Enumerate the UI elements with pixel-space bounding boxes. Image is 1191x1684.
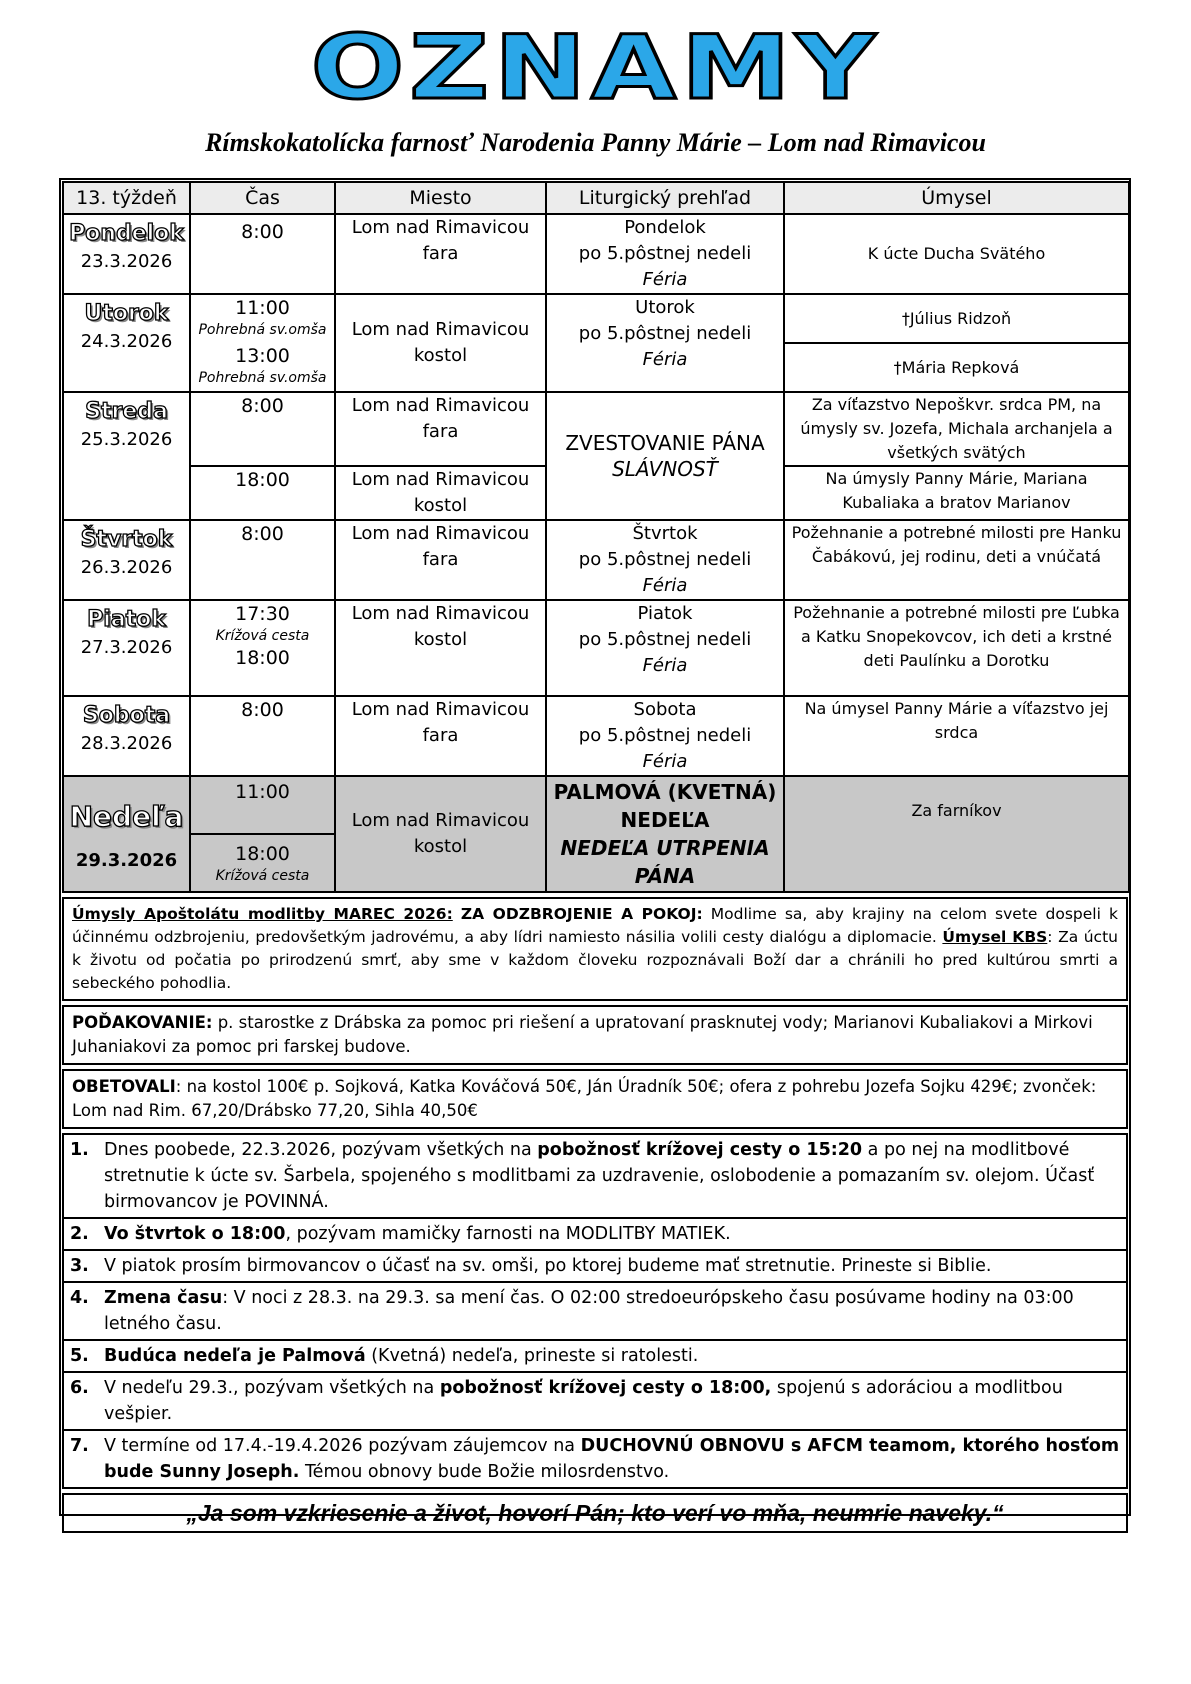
list-item bbox=[62, 1219, 1128, 1251]
place-line: fara bbox=[422, 421, 459, 442]
place-line: kostol bbox=[413, 495, 468, 516]
item-number: 2. bbox=[70, 1224, 89, 1244]
mass-time: 18:00 bbox=[235, 843, 290, 865]
mass-time: 18:00 bbox=[235, 469, 290, 491]
day-name: Nedeľa bbox=[69, 799, 184, 833]
mass-time: 13:00 bbox=[235, 345, 290, 367]
liturgy-line: PALMOVÁ (KVETNÁ) NEDEĽA bbox=[553, 780, 777, 832]
day-date: 25.3.2026 bbox=[80, 429, 173, 450]
intention: Na úmysel Panny Márie a víťazstvo jej srdca bbox=[804, 699, 1109, 742]
table-row bbox=[63, 520, 1129, 600]
item-bold: DUCHOVNÚ OBNOVU s AFCM teamom, ktorého hosťom bude Sunny Joseph. bbox=[104, 1436, 1120, 1482]
place-line: Lom nad Rimavicou bbox=[351, 469, 530, 490]
header-place: Miesto bbox=[335, 182, 546, 214]
item-number: 1. bbox=[70, 1140, 89, 1160]
item-number: 6. bbox=[70, 1378, 89, 1398]
day-cell bbox=[63, 294, 190, 392]
list-item bbox=[62, 1341, 1128, 1373]
item-text: a po nej na modlitbové stretnutie k úcte sv. Šarbela, spojeného s modlitbami za uzdravenie, oslobodenie a pomazaním sv. olejom. Účasť birmovancov je POVINNÁ. bbox=[104, 1140, 1095, 1212]
item-text: V nedeľu 29.3., pozývam všetkých na bbox=[104, 1378, 440, 1398]
place-line: kostol bbox=[413, 345, 468, 366]
liturgy-line: po 5.pôstnej nedeli bbox=[578, 243, 752, 264]
place-line: Lom nad Rimavicou bbox=[351, 810, 530, 831]
mass-time: 11:00 bbox=[235, 781, 290, 803]
schedule-table bbox=[62, 181, 1130, 893]
item-bold: Budúca nedeľa je Palmová bbox=[104, 1346, 366, 1366]
table-row bbox=[63, 776, 1129, 834]
day-date: 23.3.2026 bbox=[80, 251, 173, 272]
day-cell bbox=[63, 214, 190, 294]
item-text: (Kvetná) nedeľa, prineste si ratolesti. bbox=[365, 1346, 699, 1366]
header-week: 13. týždeň bbox=[63, 182, 190, 214]
apostolat-theme: ZA ODZBROJENIE A POKOJ: bbox=[460, 905, 703, 923]
item-text: V termíne od 17.4.-19.4.2026 pozývam záujemcov na bbox=[104, 1436, 581, 1456]
item-number: 4. bbox=[70, 1288, 89, 1308]
list-item bbox=[62, 1373, 1128, 1431]
intention: K úcte Ducha Svätého bbox=[867, 244, 1046, 263]
day-name: Piatok bbox=[87, 607, 166, 632]
place-line: kostol bbox=[413, 629, 468, 650]
liturgy-line: ZVESTOVANIE PÁNA bbox=[565, 431, 765, 455]
item-number: 5. bbox=[70, 1346, 89, 1366]
intention: Požehnanie a potrebné milosti pre Ľubka a Katku Snopekovcov, ich deti a krstné deti Paulínku a Dorotku bbox=[793, 603, 1120, 670]
day-cell bbox=[63, 392, 190, 520]
liturgy-line: Pondelok bbox=[624, 217, 706, 238]
liturgy-line: Utorok bbox=[635, 297, 695, 318]
liturgy-line: Féria bbox=[642, 269, 688, 290]
place-line: fara bbox=[422, 243, 459, 264]
item-bold: Vo štvrtok o 18:00 bbox=[104, 1224, 286, 1244]
intention: Za farníkov bbox=[911, 801, 1002, 820]
liturgy-line: Féria bbox=[642, 655, 688, 676]
day-cell bbox=[63, 696, 190, 776]
header-liturgy: Liturgický prehľad bbox=[546, 182, 784, 214]
mass-time: 8:00 bbox=[241, 395, 284, 417]
liturgy-line: Féria bbox=[642, 349, 688, 370]
liturgy-line: po 5.pôstnej nedeli bbox=[578, 725, 752, 746]
place-line: Lom nad Rimavicou bbox=[351, 319, 530, 340]
item-number: 7. bbox=[70, 1436, 89, 1456]
closing-quote: „Ja som vzkriesenie a život, hovorí Pán; kto verí vo mňa, neumrie naveky.“ bbox=[62, 1493, 1128, 1533]
liturgy-line: po 5.pôstnej nedeli bbox=[578, 629, 752, 650]
table-row bbox=[63, 696, 1129, 776]
thanks-box bbox=[62, 1005, 1128, 1065]
mass-time: 17:30 bbox=[235, 603, 290, 625]
header-time: Čas bbox=[190, 182, 335, 214]
mass-time: 8:00 bbox=[241, 221, 284, 243]
item-text: V piatok prosím birmovancov o účasť na sv. omši, po ktorej budeme mať stretnutie. Prineste si Biblie. bbox=[104, 1256, 992, 1276]
place-line: fara bbox=[422, 549, 459, 570]
place-line: Lom nad Rimavicou bbox=[351, 523, 530, 544]
kbs-text: : Za úctu k životu od počatia po prirodzenú smrť, aby sme v každom človeku rozpoznávali Boží dar a chránili ho pred kultúrou smrti a sebeckého pohodlia. bbox=[72, 928, 1118, 992]
place-line: fara bbox=[422, 725, 459, 746]
day-cell bbox=[63, 520, 190, 600]
intention: Požehnanie a potrebné milosti pre Hanku Čabákovú, jej rodinu, deti a vnúčatá bbox=[791, 523, 1122, 566]
item-bold: pobožnosť krížovej cesty o 18:00, bbox=[439, 1378, 772, 1398]
day-cell bbox=[63, 776, 190, 892]
mass-note: Krížová cesta bbox=[215, 628, 310, 644]
mass-note: Krížová cesta bbox=[215, 868, 310, 884]
thanks-label: POĎAKOVANIE: bbox=[72, 1013, 213, 1032]
header-intention: Úmysel bbox=[784, 182, 1129, 214]
announcements-list bbox=[62, 1133, 1128, 1489]
place-line: Lom nad Rimavicou bbox=[351, 603, 530, 624]
apostolat-box bbox=[62, 897, 1128, 1001]
apostolat-text: Modlime sa, aby krajiny na celom svete dospeli k účinnému odzbrojeniu, predovšetkým jadrovému, a aby lídri namiesto násilia volili cesty dialógu a diplomacie. bbox=[72, 905, 1118, 946]
table-row bbox=[63, 294, 1129, 343]
item-number: 3. bbox=[70, 1256, 89, 1276]
mass-note: Pohrebná sv.omša bbox=[198, 370, 327, 386]
intention: †Július Ridzoň bbox=[901, 308, 1012, 328]
liturgy-line: po 5.pôstnej nedeli bbox=[578, 323, 752, 344]
item-text: Témou obnovy bude Božie milosrdenstvo. bbox=[299, 1462, 670, 1482]
table-row bbox=[63, 600, 1129, 696]
day-date: 26.3.2026 bbox=[80, 557, 173, 578]
item-text: : V noci z 28.3. na 29.3. sa mení čas. O 02:00 stredoeurópskeho času posúvame hodiny na 03:00 letného času. bbox=[104, 1288, 1074, 1334]
intention: Za víťazstvo Nepoškvr. srdca PM, na úmysly sv. Jozefa, Michala archanjela a všetkých svätých bbox=[800, 395, 1113, 462]
list-item bbox=[62, 1431, 1128, 1489]
table-header-row bbox=[63, 182, 1129, 214]
day-date: 29.3.2026 bbox=[75, 849, 178, 871]
donations-label: OBETOVALI bbox=[72, 1077, 176, 1096]
donations-box bbox=[62, 1069, 1128, 1129]
place-line: Lom nad Rimavicou bbox=[351, 699, 530, 720]
mass-time: 8:00 bbox=[241, 699, 284, 721]
liturgy-line: Féria bbox=[642, 751, 688, 772]
liturgy-line: SLÁVNOSŤ bbox=[612, 457, 718, 481]
day-name: Utorok bbox=[84, 301, 169, 326]
day-date: 24.3.2026 bbox=[80, 331, 173, 352]
list-item bbox=[62, 1133, 1128, 1219]
page-title: OZNAMY bbox=[310, 16, 881, 119]
liturgy-line: po 5.pôstnej nedeli bbox=[578, 549, 752, 570]
list-item bbox=[62, 1251, 1128, 1283]
liturgy-line: Piatok bbox=[637, 603, 693, 624]
item-bold: Zmena času bbox=[104, 1288, 223, 1308]
parish-name: Rímskokatolícka farnosť Narodenia Panny Márie – Lom nad Rimavicou bbox=[205, 128, 986, 157]
item-text: , pozývam mamičky farnosti na MODLITBY MATIEK. bbox=[285, 1224, 731, 1244]
mass-time: 8:00 bbox=[241, 523, 284, 545]
intention: Na úmysly Panny Márie, Mariana Kubaliaka a bratov Marianov bbox=[825, 469, 1088, 512]
item-text: Dnes poobede, 22.3.2026, pozývam všetkých na bbox=[104, 1140, 538, 1160]
donations-text: : na kostol 100€ p. Sojková, Katka Kováčová 50€, Ján Úradník 50€; ofera z pohrebu Jozefa Sojku 429€; zvonček: Lom nad Rim. 67,20/Drábsko 77,20, Sihla 40,50€ bbox=[72, 1077, 1097, 1120]
day-name: Pondelok bbox=[69, 221, 184, 246]
day-name: Sobota bbox=[82, 703, 171, 728]
day-cell bbox=[63, 600, 190, 696]
day-date: 28.3.2026 bbox=[80, 733, 173, 754]
item-bold: pobožnosť krížovej cesty o 15:20 bbox=[537, 1140, 863, 1160]
mass-time: 11:00 bbox=[235, 297, 290, 319]
kbs-label: Úmysel KBS bbox=[942, 928, 1048, 946]
day-date: 27.3.2026 bbox=[80, 637, 173, 658]
liturgy-line: Féria bbox=[642, 575, 688, 596]
place-line: Lom nad Rimavicou bbox=[351, 395, 530, 416]
liturgy-line: Štvrtok bbox=[632, 523, 698, 544]
thanks-text: p. starostke z Drábska za pomoc pri riešení a upratovaní prasknutej vody; Marianovi Kubaliakovi a Mirkovi Juhaniakovi za pomoc pri farskej budove. bbox=[72, 1013, 1093, 1056]
table-row bbox=[63, 392, 1129, 466]
item-text: spojenú s adoráciou a modlitbou vešpier. bbox=[104, 1378, 1063, 1424]
mass-time: 18:00 bbox=[235, 647, 290, 669]
intention: †Mária Repková bbox=[893, 357, 1020, 377]
list-item bbox=[62, 1283, 1128, 1341]
apostolat-label: Úmysly Apoštolátu modlitby MAREC 2026: bbox=[72, 905, 453, 923]
mass-note: Pohrebná sv.omša bbox=[198, 322, 327, 338]
liturgy-line: Sobota bbox=[633, 699, 697, 720]
liturgy-line: NEDEĽA UTRPENIA PÁNA bbox=[560, 836, 770, 888]
place-line: kostol bbox=[413, 836, 468, 857]
place-line: Lom nad Rimavicou bbox=[351, 217, 530, 238]
content bbox=[62, 181, 1128, 1533]
day-name: Streda bbox=[85, 399, 168, 424]
day-name: Štvrtok bbox=[80, 527, 173, 552]
table-row bbox=[63, 214, 1129, 294]
